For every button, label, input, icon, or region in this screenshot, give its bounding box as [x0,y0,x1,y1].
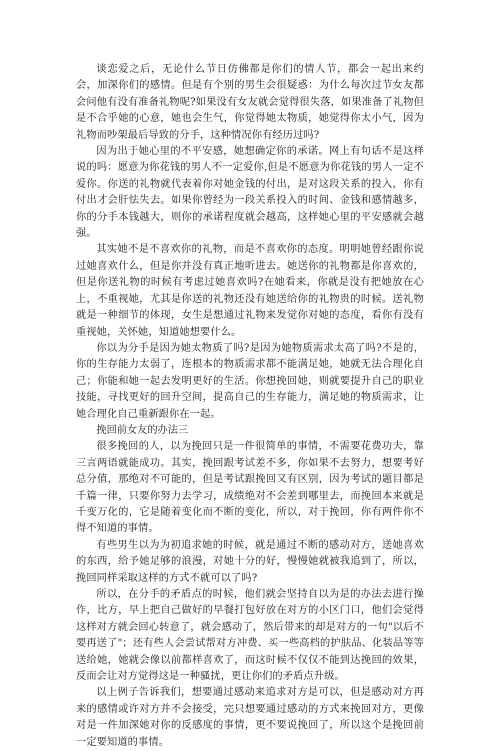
paragraph-material: 你以为分手是因为她太物质了吗?是因为她物质需求太高了吗?不是的，你的生存能力太弱了，连根本的物质需求都不能满足她，她就无法合理化自己；你能和她一起去发明更好的生活。你想挽回她，则就要提升自己的职业技能，寻找更好的回升空间，提高自己的生存能力，满足她的物质需求，让她合理化自己重新跟你在一起。 [76,342,424,420]
paragraph-attitude: 其实她不是不喜欢你的礼物，而是不喜欢你的态度。明明她曾经跟你说过她喜欢什么，但是你并没有真正地听进去。她送你的礼物都是你喜欢的，但是你送礼物的时候有考虑过她喜欢吗?在她看来，你就是没有把她放在心上，不重视她，尤其是你送的礼物还没有她送给你的礼物贵的时候。送礼物就是一种细节的体现，女生是想通过礼物来发觉你对她的态度，看你有没有重视她，关怀她，知道她想要什么。 [76,244,424,338]
paragraph-recovery: 很多挽回的人，以为挽回只是一件很简单的事情，不需要花费功夫，靠三言两语就能成功。其实，挽回跟考试差不多，你如果不去努力，想要考好总分值，那绝对不可能的，但是考试跟挽回又有区别，因为考试的题目都是千篇一律，只要你努力去学习，成绩绝对不会差到哪里去，而挽回本来就是千变万化的，它是随着变化而不断的变化，所以，对于挽回，你有两件你不得不知道的事情。 [76,441,424,535]
section-heading: 挽回前女友的办法三 [96,424,189,436]
paragraph-insecurity: 因为出于她心里的不平安感，她想确定你的承诺。网上有句话不是这样说的吗：愿意为你花钱的男人不一定爱你,但是不愿意为你花钱的男人一定不爱你。你送的礼物就代表着你对她金钱的付出，是对这段关系的投入，你有付出才会肝怯失去。如果你曾经为一段关系投入的时间、金钱和感情越多，你的分手本钱越大，则你的承诺程度就会越高，这样她心里的平安感就会越强。 [76,146,424,240]
paragraph-intro: 谈恋爱之后，无论什么节日仿佛都是你们的情人节，都会一起出来约会，加深你们的感情。但是有个别的男生会很疑惑：为什么每次过节女友都会问他有没有准备礼物呢?如果没有女友就会觉得很失落，如果准备了礼物但是不合乎她的心意，她也会生气，你觉得她太物质，她觉得你太小气，因为礼物而吵架最后导致的分手，这种情况你有经历过吗? [76,64,424,141]
paragraph-conflict: 所以，在分手的矛盾点的时候，他们就会坚持自以为是的办法去进行操作，比方，早上把自己做好的早餐打包好放在对方的小区门口，他们会觉得这样对方就会回心转意了，就会感动了，然后带来的却是对方的一句"以后不要再送了"；还有些人会尝试帮对方冲费、买一些高档的护肤品、化装品等等送给她，她就会像以前都样喜欢了，而这时候不仅仅不能到达挽回的效果，反而会让对方觉得这是一种骚扰，更让你们的矛盾点升级。 [76,589,424,683]
paragraph-conclusion: 以上例子告诉我们，想要通过感动来追求对方是可以，但是感动对方再来的感情或许对方并不会接受，完只想要通过感动的方式来挽回对方，更像对是一件加深她对你的反感度的事情，更不要说挽回了，所以这个是挽回前一定要知道的事情。 [76,687,424,748]
paragraph-touching: 有些男生以为为初追求她的时候，就是通过不断的感动对方，送她喜欢的东西，给予她足够的浪漫，对她十分的好，慢慢她就被我追到了，所以，挽回同样采取这样的方式不就可以了吗? [76,539,424,584]
